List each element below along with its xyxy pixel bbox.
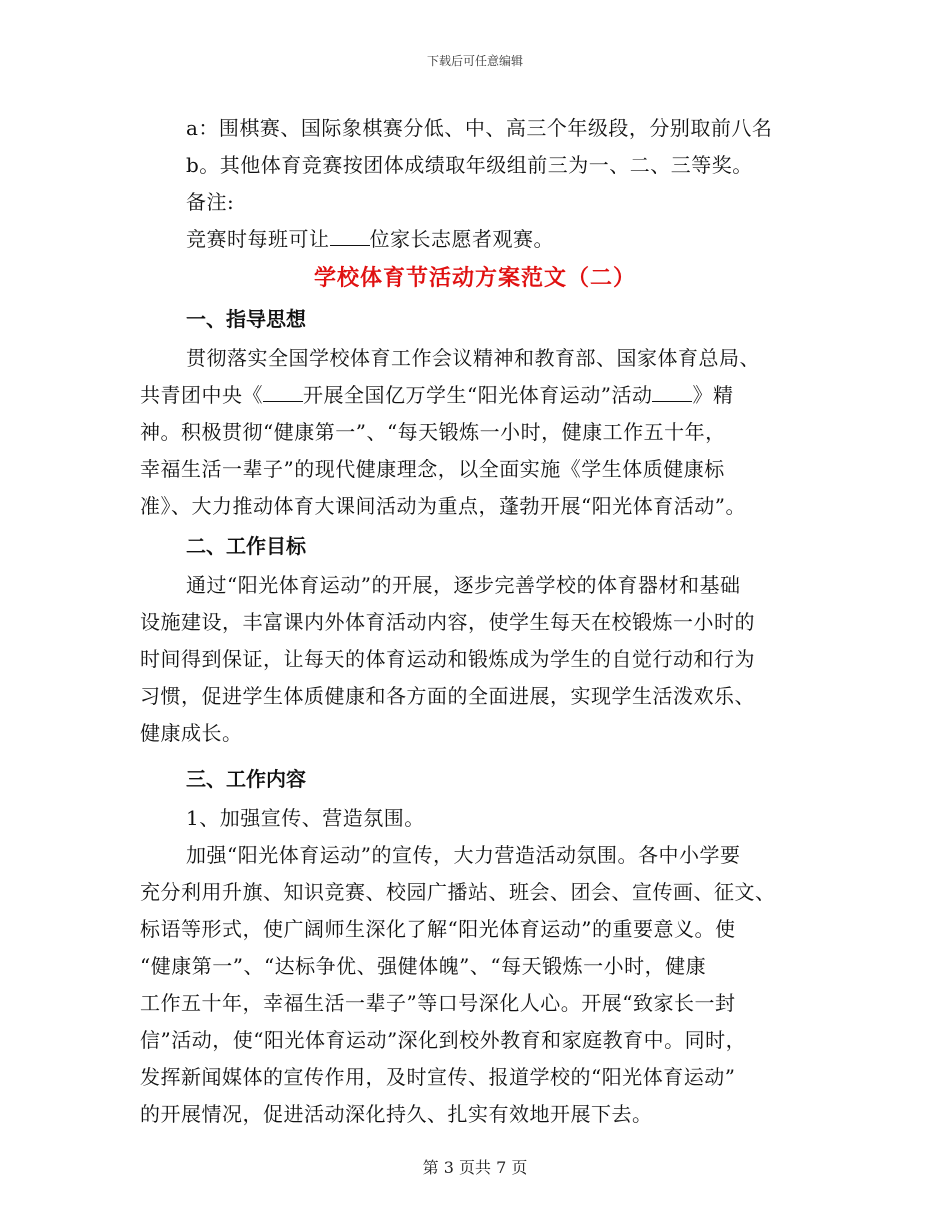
section1-line: 神。积极贯彻“健康第一”、“每天锻炼一小时，健康工作五十年， bbox=[140, 420, 726, 444]
section3-line: “健康第一”、“达标争优、强健体魄”、“每天锻炼一小时，健康 bbox=[140, 954, 707, 978]
remark-label: 备注: bbox=[186, 190, 235, 214]
fill-blank bbox=[330, 229, 370, 246]
fill-blank bbox=[652, 385, 692, 402]
document-body bbox=[140, 110, 810, 1133]
intro-line-b: b。其他体育竞赛按团体成绩取年级组前三为一、二、三等奖。 bbox=[186, 153, 753, 177]
document-title: 学校体育节活动方案范文（二） bbox=[313, 265, 636, 291]
section3-line: 的开展情况，促进活动深化持久、扎实有效地开展下去。 bbox=[140, 1102, 653, 1126]
section2-line: 习惯，促进学生体质健康和各方面的全面进展，实现学生活泼欢乐、 bbox=[140, 684, 755, 708]
intro-line-a: a：围棋赛、国际象棋赛分低、中、高三个年级段，分别取前八名 bbox=[186, 116, 773, 140]
section1-line bbox=[140, 377, 810, 414]
section3-subheading: 1、加强宣传、营造氛围。 bbox=[186, 806, 425, 830]
section3-line: 加强“阳光体育运动”的宣传，大力营造活动氛围。各中小学要 bbox=[186, 843, 741, 867]
section3-line: 发挥新闻媒体的宣传作用，及时宣传、报道学校的“阳光体育运动” bbox=[140, 1065, 736, 1089]
section1-line2-mid: 开展全国亿万学生“阳光体育运动”活动 bbox=[303, 383, 653, 407]
note-line bbox=[140, 221, 810, 258]
note-before: 竞赛时每班可让 bbox=[186, 227, 330, 251]
section2-line: 设施建设，丰富课内外体育活动内容，使学生每天在校锻炼一小时的 bbox=[140, 610, 755, 634]
section2-heading: 二、工作目标 bbox=[186, 534, 306, 558]
section2-line: 健康成长。 bbox=[140, 721, 243, 745]
section1-line2-after: 》精 bbox=[692, 383, 734, 407]
section2-line: 通过“阳光体育运动”的开展，逐步完善学校的体育器材和基础 bbox=[186, 573, 741, 597]
section1-line: 准》、大力推动体育大课间活动为重点，蓬勃开展“阳光体育活动”。 bbox=[140, 494, 746, 518]
section1-heading: 一、指导思想 bbox=[186, 307, 306, 331]
section1-line: 幸福生活一辈子”的现代健康理念，以全面实施《学生体质健康标 bbox=[140, 457, 725, 481]
fill-blank bbox=[263, 385, 303, 402]
note-after: 位家长志愿者观赛。 bbox=[369, 227, 554, 251]
section1-line: 贯彻落实全国学校体育工作会议精神和教育部、国家体育总局、 bbox=[186, 346, 760, 370]
page-footer: 第 3 页共 7 页 bbox=[422, 1158, 528, 1177]
section3-line: 充分利用升旗、知识竞赛、校园广播站、班会、团会、宣传画、征文、 bbox=[140, 880, 776, 904]
section2-line: 时间得到保证，让每天的体育运动和锻炼成为学生的自觉行动和行为 bbox=[140, 647, 755, 671]
page-header: 下载后可任意编辑 bbox=[426, 54, 523, 68]
section3-line: 标语等形式，使广阔师生深化了解“阳光体育运动”的重要意义。使 bbox=[140, 917, 736, 941]
section3-line: 工作五十年，幸福生活一辈子”等口号深化人心。开展“致家长一封 bbox=[140, 991, 736, 1015]
section3-line: 信”活动，使“阳光体育运动”深化到校外教育和家庭教育中。同时， bbox=[140, 1028, 747, 1052]
section3-heading: 三、工作内容 bbox=[186, 767, 306, 791]
section1-line2-before: 共青团中央《 bbox=[140, 383, 263, 407]
